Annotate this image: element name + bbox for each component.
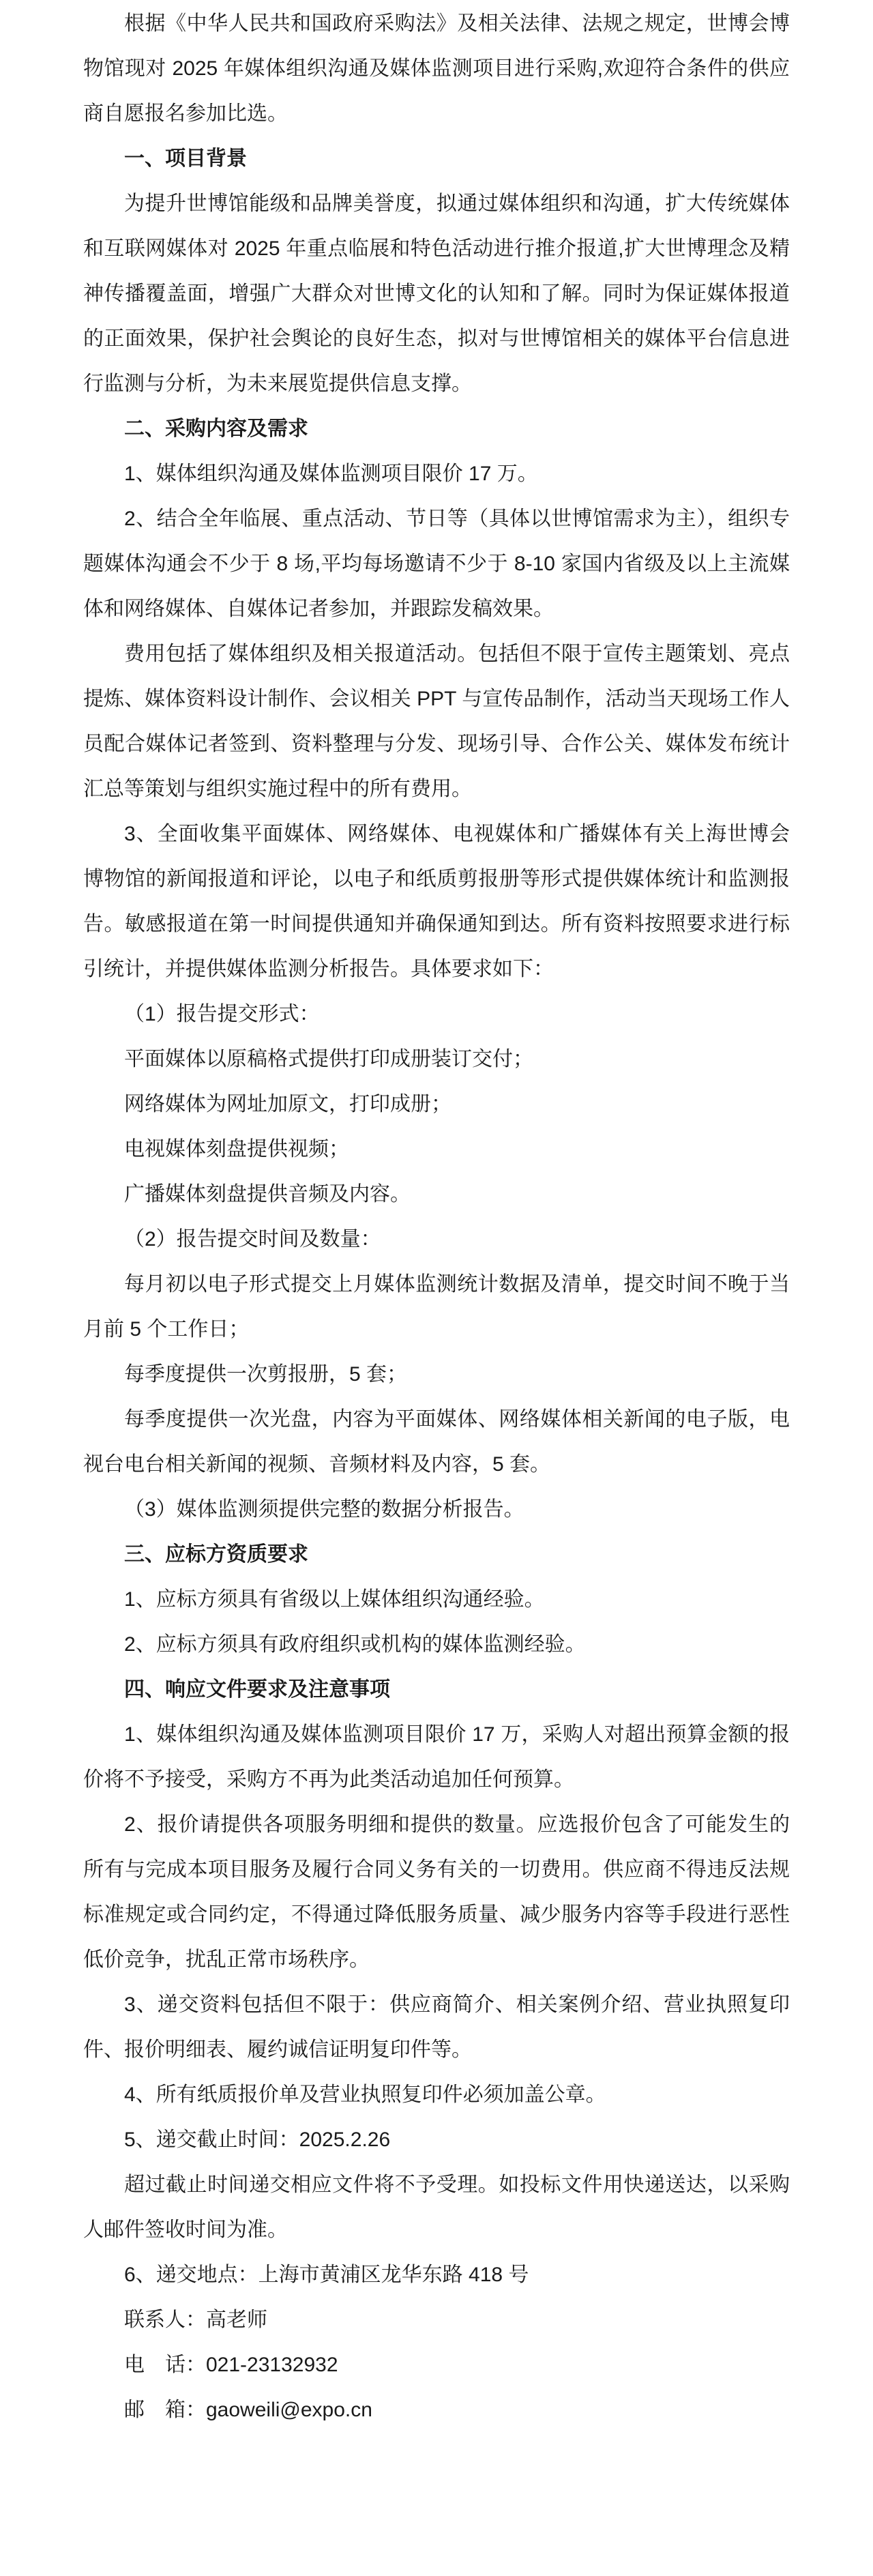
paragraph: 为提升世博馆能级和品牌美誉度，拟通过媒体组织和沟通，扩大传统媒体和互联网媒体对 2025 年重点临展和特色活动进行推介报道,扩大世博理念及精神传播覆盖面，增强广大群众对世博文化的认知和了解。同时为保证媒体报道的正面效果，保护社会舆论的良好生态，拟对与世博馆相关的媒体平台信息进行监测与分析，为未来展览提供信息支撑。 — [83, 192, 790, 395]
paragraph: 2、应标方须具有政府组织或机构的媒体监测经验。 — [124, 1633, 586, 1656]
paragraph: 平面媒体以原稿格式提供打印成册装订交付； — [124, 1048, 533, 1070]
section-heading: 二、采购内容及需求 — [124, 418, 308, 440]
paragraph: 广播媒体刻盘提供音频及内容。 — [124, 1183, 411, 1205]
paragraph: 每月初以电子形式提交上月媒体监测统计数据及清单，提交时间不晚于当月前 5 个工作日； — [83, 1273, 790, 1341]
paragraph: 每季度提供一次剪报册，5 套； — [124, 1363, 408, 1386]
paragraph: 超过截止时间递交相应文件将不予受理。如投标文件用快递送达，以采购人邮件签收时间为准。 — [83, 2174, 790, 2241]
paragraph: 4、所有纸质报价单及营业执照复印件必须加盖公章。 — [124, 2083, 606, 2106]
paragraph: 电视媒体刻盘提供视频； — [124, 1138, 349, 1160]
paragraph: 费用包括了媒体组织及相关报道活动。包括但不限于宣传主题策划、亮点提炼、媒体资料设计制作、会议相关 PPT 与宣传品制作，活动当天现场工作人员配合媒体记者签到、资料整理与分发、现场引导、合作公关、媒体发布统计汇总等策划与组织实施过程中的所有费用。 — [83, 643, 790, 800]
paragraph: 网络媒体为网址加原文，打印成册； — [124, 1093, 452, 1115]
paragraph: 3、递交资料包括但不限于：供应商简介、相关案例介绍、营业执照复印件、报价明细表、履约诚信证明复印件等。 — [83, 1993, 790, 2061]
paragraph: 1、媒体组织沟通及媒体监测项目限价 17 万，采购人对超出预算金额的报价将不予接受，采购方不再为此类活动追加任何预算。 — [83, 1723, 790, 1791]
section-heading: 三、应标方资质要求 — [124, 1543, 308, 1566]
paragraph: （1）报告提交形式： — [124, 1003, 320, 1025]
section-heading: 四、响应文件要求及注意事项 — [124, 1678, 390, 1701]
section-heading: 一、项目背景 — [124, 147, 247, 170]
paragraph: 根据《中华人民共和国政府采购法》及相关法律、法规之规定，世博会博物馆现对 2025 年媒体组织沟通及媒体监测项目进行采购,欢迎符合条件的供应商自愿报名参加比选。 — [83, 12, 790, 125]
paragraph: （2）报告提交时间及数量： — [124, 1228, 381, 1250]
paragraph: 1、媒体组织沟通及媒体监测项目限价 17 万。 — [124, 463, 538, 485]
paragraph: 电 话：021-23132932 — [124, 2354, 338, 2376]
paragraph: 联系人：高老师 — [124, 2309, 267, 2331]
paragraph: 2、结合全年临展、重点活动、节日等（具体以世博馆需求为主），组织专题媒体沟通会不少于 8 场,平均每场邀请不少于 8-10 家国内省级及以上主流媒体和网络媒体、自媒体记者参加，并跟踪发稿效果。 — [83, 508, 790, 620]
paragraph: 1、应标方须具有省级以上媒体组织沟通经验。 — [124, 1588, 545, 1611]
paragraph: 邮 箱：gaoweili@expo.cn — [124, 2399, 372, 2421]
paragraph: 2、报价请提供各项服务明细和提供的数量。应选报价包含了可能发生的所有与完成本项目服务及履行合同义务有关的一切费用。供应商不得违反法规标准规定或合同约定，不得通过降低服务质量、减少服务内容等手段进行恶性低价竞争，扰乱正常市场秩序。 — [83, 1813, 790, 1971]
paragraph: 每季度提供一次光盘，内容为平面媒体、网络媒体相关新闻的电子版，电视台电台相关新闻的视频、音频材料及内容，5 套。 — [83, 1408, 790, 1476]
paragraph: 5、递交截止时间：2025.2.26 — [124, 2128, 391, 2151]
paragraph: 6、递交地点：上海市黄浦区龙华东路 418 号 — [124, 2264, 529, 2286]
paragraph: （3）媒体监测须提供完整的数据分析报告。 — [124, 1498, 524, 1521]
paragraph: 3、全面收集平面媒体、网络媒体、电视媒体和广播媒体有关上海世博会博物馆的新闻报道和评论，以电子和纸质剪报册等形式提供媒体统计和监测报告。敏感报道在第一时间提供通知并确保通知到达。所有资料按照要求进行标引统计，并提供媒体监测分析报告。具体要求如下： — [83, 823, 790, 980]
